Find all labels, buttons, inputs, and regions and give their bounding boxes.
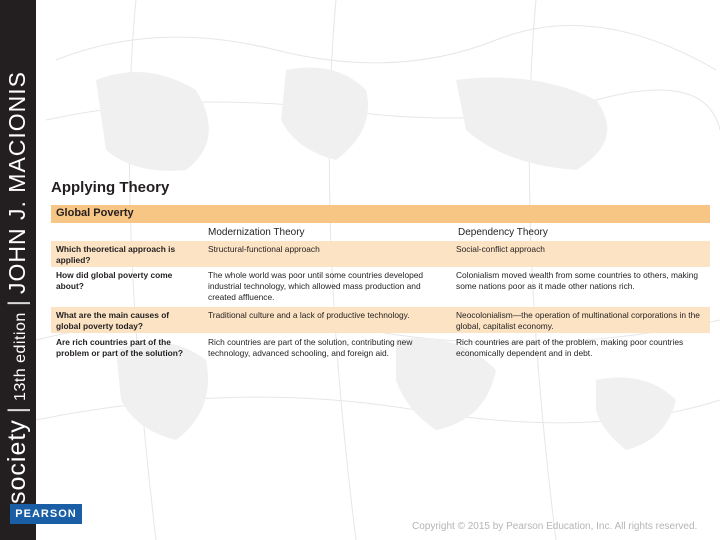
pearson-logo: PEARSON	[10, 504, 82, 524]
author-name: JOHN J. MACIONIS	[4, 70, 30, 294]
column-header-modernization: Modernization Theory	[208, 227, 305, 238]
separator: |	[4, 299, 31, 307]
table-question: Which theoretical approach is applied?	[56, 244, 176, 265]
copyright-notice: Copyright © 2015 by Pearson Education, Inc. All rights reserved.	[412, 521, 698, 532]
edition-label: 13th edition	[12, 312, 29, 401]
sidebar-title	[3, 71, 32, 504]
slide-title: Applying Theory	[51, 179, 170, 196]
table-cell-dependency: Rich countries are part of the problem, making poor countries economically dependent and in debt.	[456, 337, 684, 358]
separator: |	[4, 406, 31, 414]
table-question: What are the main causes of global poverty today?	[56, 310, 170, 331]
table-cell-modernization: Rich countries are part of the solution, contributing new technology, advanced schooling, and foreign aid.	[208, 337, 413, 358]
table-cell-modernization: The whole world was poor until some countries developed industrial technology, which allowed mass production and created affluence.	[208, 270, 424, 302]
table-cell-dependency: Neocolonialism—the operation of multinational corporations in the global, capitalist economy.	[456, 310, 700, 331]
section-band	[51, 205, 710, 223]
table-cell-modernization: Structural-functional approach	[208, 244, 320, 254]
book-brand: society	[3, 419, 31, 504]
table-question: Are rich countries part of the problem or part of the solution?	[56, 337, 184, 358]
section-title: Global Poverty	[56, 207, 134, 219]
table-cell-dependency: Colonialism moved wealth from some countries to others, making some nations poor as it made other nations rich.	[456, 270, 699, 291]
table-question: How did global poverty come about?	[56, 270, 173, 291]
sidebar	[0, 0, 36, 540]
table-cell-dependency: Social-conflict approach	[456, 244, 545, 254]
table-cell-modernization: Traditional culture and a lack of productive technology.	[208, 310, 410, 320]
column-header-dependency: Dependency Theory	[458, 227, 548, 238]
